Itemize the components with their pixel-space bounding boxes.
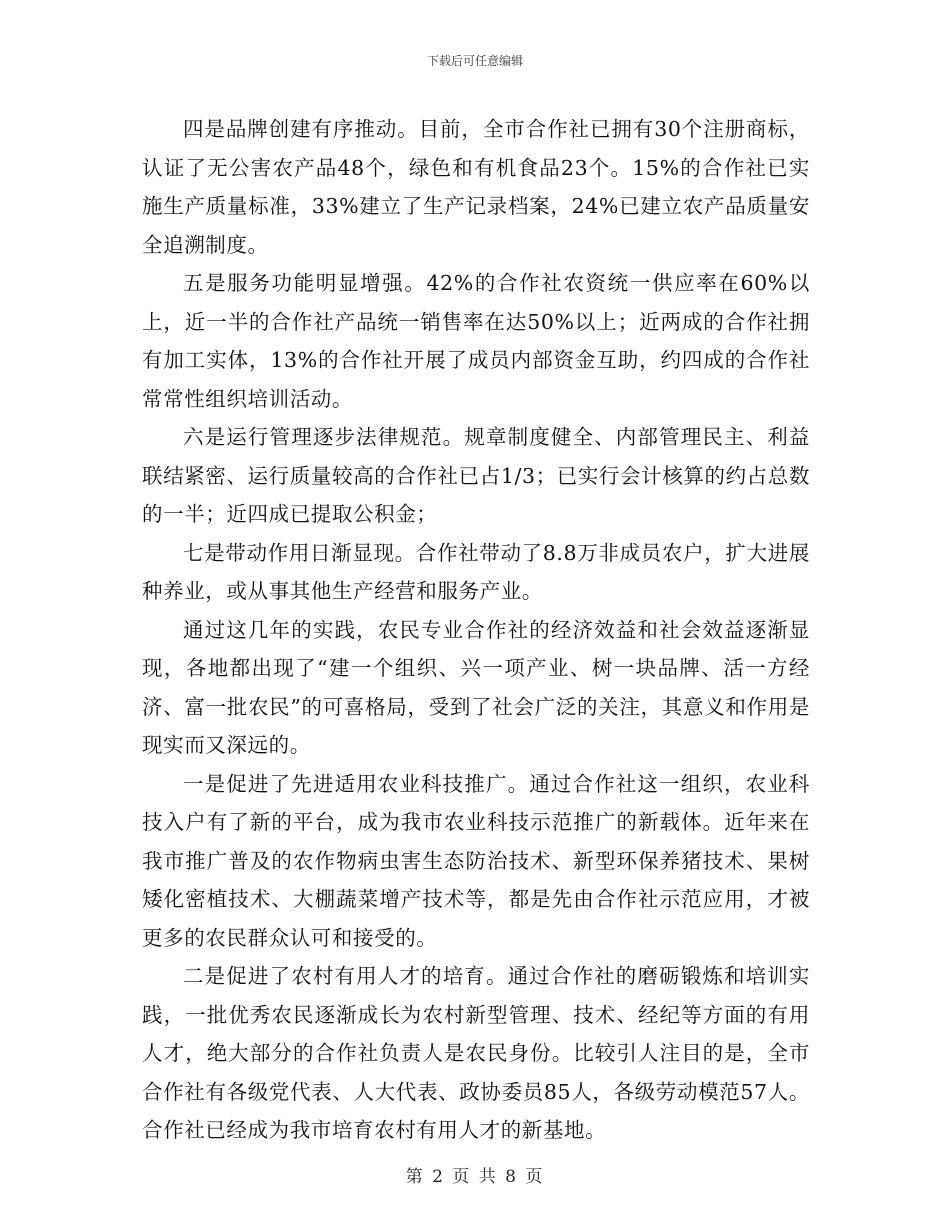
paragraph-brand-building: 四是品牌创建有序推动。目前，全市合作社已拥有30个注册商标，认证了无公害农产品48个，绿色和有机食品23个。15%的合作社已实施生产质量标准，33%建立了生产记录档案，24%已建立农产品质量安全追溯制度。 <box>142 117 810 257</box>
paragraph-management: 六是运行管理逐步法律规范。规章制度健全、内部管理民主、利益联结紧密、运行质量较高的合作社已占1/3；已实行会计核算的约占总数的一半；近四成已提取公积金； <box>142 425 810 526</box>
paragraph-tech-promotion: 一是促进了先进适用农业科技推广。通过合作社这一组织，农业科技入户有了新的平台，成为我市农业科技示范推广的新载体。近年来在我市推广普及的农作物病虫害生态防治技术、新型环保养猪技术、果树矮化密植技术、大棚蔬菜增产技术等，都是先由合作社示范应用，才被更多的农民群众认可和接受的。 <box>142 771 810 950</box>
page-header: 下载后可任意编辑 <box>426 54 523 68</box>
paragraph-practice-summary: 通过这几年的实践，农民专业合作社的经济效益和社会效益逐渐显现，各地都出现了“建一个组织、兴一项产业、树一块品牌、活一方经济、富一批农民”的可喜格局，受到了社会广泛的关注，其意义和作用是现实而又深远的。 <box>142 617 810 757</box>
paragraph-driving-role: 七是带动作用日渐显现。合作社带动了8.8万非成员农户，扩大进展种养业，或从事其他生产经营和服务产业。 <box>142 540 810 603</box>
page-number-footer: 第 2 页 共 8 页 <box>405 1167 545 1187</box>
document-body <box>142 110 810 1150</box>
paragraph-talent-cultivation: 二是促进了农村有用人才的培育。通过合作社的磨砺锻炼和培训实践，一批优秀农民逐渐成长为农村新型管理、技术、经纪等方面的有用人才，绝大部分的合作社负责人是农民身份。比较引人注目的是，全市合作社有各级党代表、人大代表、政协委员85人，各级劳动模范57人。合作社已经成为我市培育农村有用人才的新基地。 <box>142 964 811 1142</box>
paragraph-service-function: 五是服务功能明显增强。42%的合作社农资统一供应率在60%以上，近一半的合作社产品统一销售率在达50%以上；近两成的合作社拥有加工实体，13%的合作社开展了成员内部资金互助，约四成的合作社常常性组织培训活动。 <box>142 271 810 411</box>
